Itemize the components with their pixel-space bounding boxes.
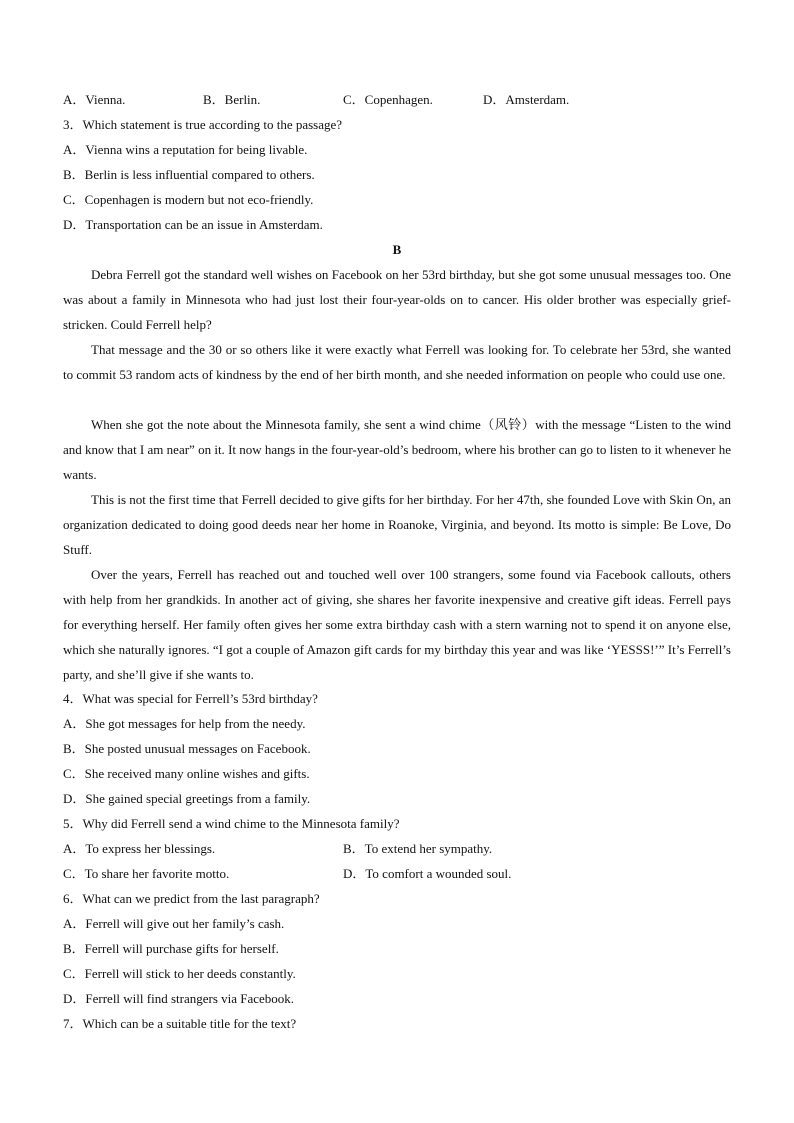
passage-paragraph-3: When she got the note about the Minnesota family, she sent a wind chime（风铃）with the message “Listen to the wind and know that I am near” on it. It now hangs in the four-year-old’s bedroom, where his brother can go to listen to it whenever he wants. — [63, 417, 731, 482]
passage-paragraph-2: That message and the 30 or so others like it were exactly what Ferrell was looking for. To celebrate her 53rd, she wanted to commit 53 random acts of kindness by the end of her birth month, and she needed information on people who could use one. — [63, 342, 731, 382]
q5-option-b: B．To extend her sympathy. — [343, 841, 493, 856]
q2-option-c: C．Copenhagen. — [343, 92, 433, 107]
q4-option-b: B．She posted unusual messages on Facebook. — [63, 741, 311, 756]
q4-option-a: A．She got messages for help from the needy. — [63, 716, 306, 731]
q3-stem: 3．Which statement is true according to the passage? — [63, 117, 343, 132]
q6-option-b: B．Ferrell will purchase gifts for herself. — [63, 941, 279, 956]
q4-option-c: C．She received many online wishes and gifts. — [63, 766, 310, 781]
q6-stem: 6．What can we predict from the last paragraph? — [63, 891, 320, 906]
q3-option-c: C．Copenhagen is modern but not eco-friendly. — [63, 192, 314, 207]
q6-option-a: A．Ferrell will give out her family’s cash. — [63, 916, 285, 931]
q4-stem: 4．What was special for Ferrell’s 53rd birthday? — [63, 691, 318, 706]
q3-option-a: A．Vienna wins a reputation for being livable. — [63, 142, 308, 157]
passage-paragraph-1: Debra Ferrell got the standard well wishes on Facebook on her 53rd birthday, but she got some unusual messages too. One was about a family in Minnesota who had just lost their four-year-olds on to cancer. His older brother was especially grief-stricken. Could Ferrell help? — [63, 267, 731, 332]
q6-option-c: C．Ferrell will stick to her deeds constantly. — [63, 966, 296, 981]
q2-option-b: B．Berlin. — [203, 92, 261, 107]
passage-paragraph-4: This is not the first time that Ferrell decided to give gifts for her birthday. For her 47th, she founded Love with Skin On, an organization dedicated to doing good deeds near her home in Roanoke, Virginia, and beyond. Its motto is simple: Be Love, Do Stuff. — [63, 492, 732, 557]
q5-stem: 5．Why did Ferrell send a wind chime to the Minnesota family? — [63, 816, 400, 831]
q7-stem: 7．Which can be a suitable title for the text? — [63, 1016, 297, 1031]
q3-option-d: D．Transportation can be an issue in Amsterdam. — [63, 217, 323, 232]
q5-option-d: D．To comfort a wounded soul. — [343, 866, 512, 881]
q2-option-a: A．Vienna. — [63, 92, 126, 107]
q5-option-c: C．To share her favorite motto. — [63, 866, 230, 881]
q5-option-a: A．To express her blessings. — [63, 841, 216, 856]
q3-option-b: B．Berlin is less influential compared to others. — [63, 167, 315, 182]
section-b-title: B — [392, 242, 402, 257]
q6-option-d: D．Ferrell will find strangers via Facebook. — [63, 991, 295, 1006]
passage-paragraph-5: Over the years, Ferrell has reached out and touched well over 100 strangers, some found via Facebook callouts, others with help from her grandkids. In another act of giving, she shares her favorite inexpensive and creative gift ideas. Ferrell pays for everything herself. Her family often gives her some extra birthday cash with a stern warning not to spend it on anyone else, which she naturally ignores. “I got a couple of Amazon gift cards for my birthday this year and was like ‘YESSS!’” It’s Ferrell’s party, and she’ll give if she wants to. — [63, 567, 731, 682]
q2-option-d: D．Amsterdam. — [483, 92, 570, 107]
q4-option-d: D．She gained special greetings from a family. — [63, 791, 311, 806]
